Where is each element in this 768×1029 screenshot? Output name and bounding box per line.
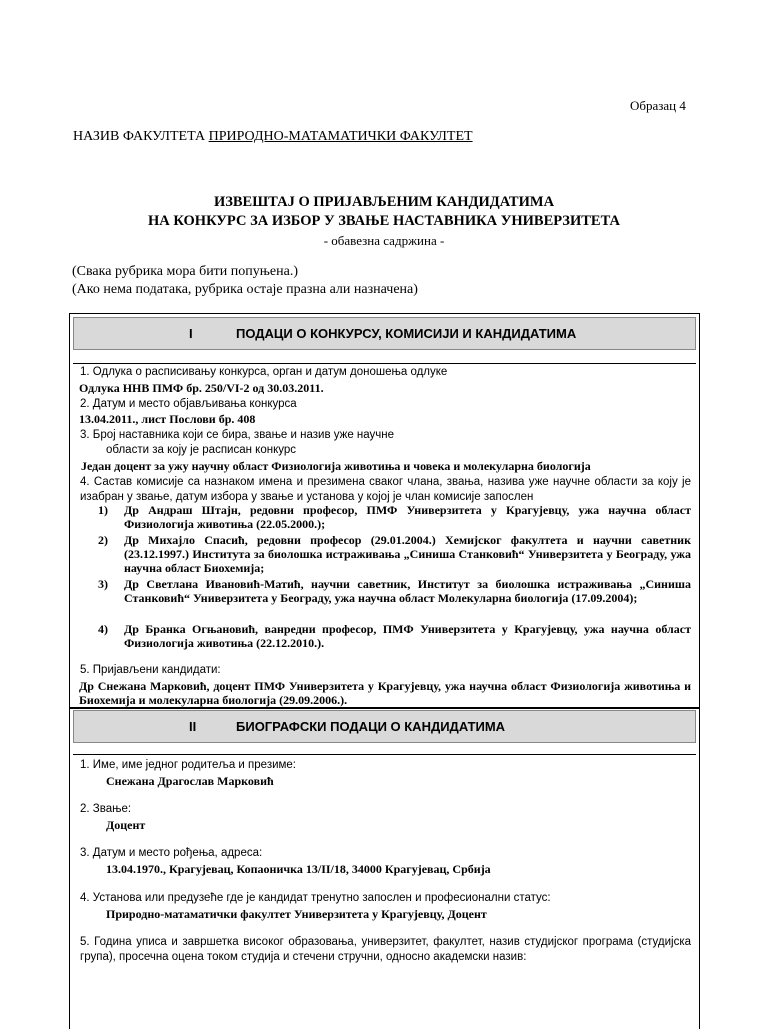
s1-answer-3: Један доцент за ужу научну област Физиологија животиња и човека и молекуларна биологија — [81, 459, 591, 473]
member-number: 1) — [98, 503, 108, 517]
section-2-box — [69, 708, 700, 1029]
section-1-title: ПОДАЦИ О КОНКУРСУ, КОМИСИЈИ И КАНДИДАТИМА — [236, 326, 577, 341]
s2-question-1: 1. Име, име једног родитеља и презиме: — [80, 759, 297, 771]
section-2-title: БИОГРАФСКИ ПОДАЦИ О КАНДИДАТИМА — [236, 719, 506, 734]
s2-question-5: 5. Година уписа и завршетка високог образовања, универзитет, факултет, назив студијског програма (студијска група), просечна оцена током студија и стечени стручни, односно академски назив: — [80, 936, 691, 963]
report-title-line2: НА КОНКУРС ЗА ИЗБОР У ЗВАЊЕ НАСТАВНИКА УНИВЕРЗИТЕТА — [147, 213, 620, 229]
member-text: Др Светлана Ивановић-Матић, научни саветник, Институт за биолошка истраживања „Синиша Станковић“ Универзитета у Београду, ужа научна област Молекуларна биологија (17.09.2004); — [124, 577, 691, 605]
instruction-note-1: (Свака рубрика мора бити попуњена.) — [72, 264, 298, 279]
s2-question-2: 2. Звање: — [80, 803, 132, 815]
report-subtitle: - обавезна садржина - — [323, 233, 445, 248]
s1-question-5: 5. Пријављени кандидати: — [80, 664, 221, 676]
s1-question-3-line1: 3. Број наставника који се бира, звање и назив уже научне — [80, 429, 395, 441]
member-text: Др Михајло Спасић, редовни професор (29.01.2004.) Хемијског факултета и научни саветник (23.12.1997.) Института за биолошка истраживања „Синиша Станковић“ Универзитета у Београду, ужа научна област Биохемија; — [124, 533, 691, 575]
member-text: Др Андраш Штајн, редовни професор, ПМФ Универзитета у Крагујевцу, ужа научна област Физиологија животиња (22.05.2000.); — [124, 503, 691, 531]
s1-question-3-line2: области за коју је расписан конкурс — [106, 444, 296, 456]
s1-question-1: 1. Одлука о расписивању конкурса, орган и датум доношења одлуке — [80, 366, 448, 378]
s2-answer-3: 13.04.1970., Крагујевац, Копаоничка 13/II/18, 34000 Крагујевац, Србија — [106, 862, 491, 876]
form-number: Образац 4 — [630, 98, 686, 113]
section-1-number: I — [189, 326, 193, 341]
faculty-line — [73, 129, 473, 145]
committee-member-1 — [98, 503, 691, 531]
member-number: 3) — [98, 577, 108, 591]
s2-answer-2: Доцент — [106, 818, 146, 832]
section-1-divider — [73, 363, 696, 364]
s2-question-4: 4. Установа или предузеће где је кандидат тренутно запослен и професионални статус: — [80, 892, 551, 904]
faculty-label: НАЗИВ ФАКУЛТЕТА — [73, 129, 209, 144]
s2-answer-1: Снежана Драгослав Марковић — [106, 774, 274, 788]
s2-answer-4: Природно-матаматички факултет Универзитета у Крагујевцу, Доцент — [106, 907, 487, 921]
candidate-text: Др Снежана Марковић, доцент ПМФ Универзитета у Крагујевцу, ужа научна област Физиологија животиња и Биохемија и молекуларна биологија (29.09.2006.). — [79, 679, 691, 707]
instruction-note-2: (Ако нема података, рубрика остаје празна али назначена) — [72, 282, 418, 297]
section-1-box — [69, 313, 700, 708]
committee-member-3 — [98, 577, 691, 605]
committee-member-2 — [98, 533, 691, 575]
s1-answer-1: Одлука ННВ ПМФ бр. 250/VI-2 од 30.03.2011. — [79, 381, 324, 395]
member-text: Др Бранка Огњановић, ванредни професор, ПМФ Универзитета у Крагујевцу, ужа научна област Физиологија животиња (22.12.2010.). — [124, 622, 691, 650]
committee-member-4 — [98, 622, 691, 650]
s2-question-3: 3. Датум и место рођења, адреса: — [80, 847, 263, 859]
report-title-line1: ИЗВЕШТАЈ О ПРИЈАВЉЕНИМ КАНДИДАТИМА — [213, 194, 555, 210]
section-2-number: II — [189, 719, 197, 734]
faculty-name: ПРИРОДНО-МАТАМАТИЧКИ ФАКУЛТЕТ — [208, 129, 473, 144]
s1-answer-5 — [79, 679, 691, 707]
s1-question-2: 2. Датум и место објављивања конкурса — [80, 398, 297, 410]
member-number: 4) — [98, 622, 108, 636]
section-1-header — [73, 317, 696, 350]
member-number: 2) — [98, 533, 108, 547]
section-2-divider — [73, 754, 696, 755]
s1-question-4: 4. Састав комисије са назнаком имена и презимена сваког члана, звања, назива уже научне области за коју је изабран у звање, датум избора у звање и установа у којој је члан комисије запослен — [80, 476, 691, 503]
section-2-header — [73, 710, 696, 743]
s1-answer-2: 13.04.2011., лист Послови бр. 408 — [79, 412, 256, 426]
